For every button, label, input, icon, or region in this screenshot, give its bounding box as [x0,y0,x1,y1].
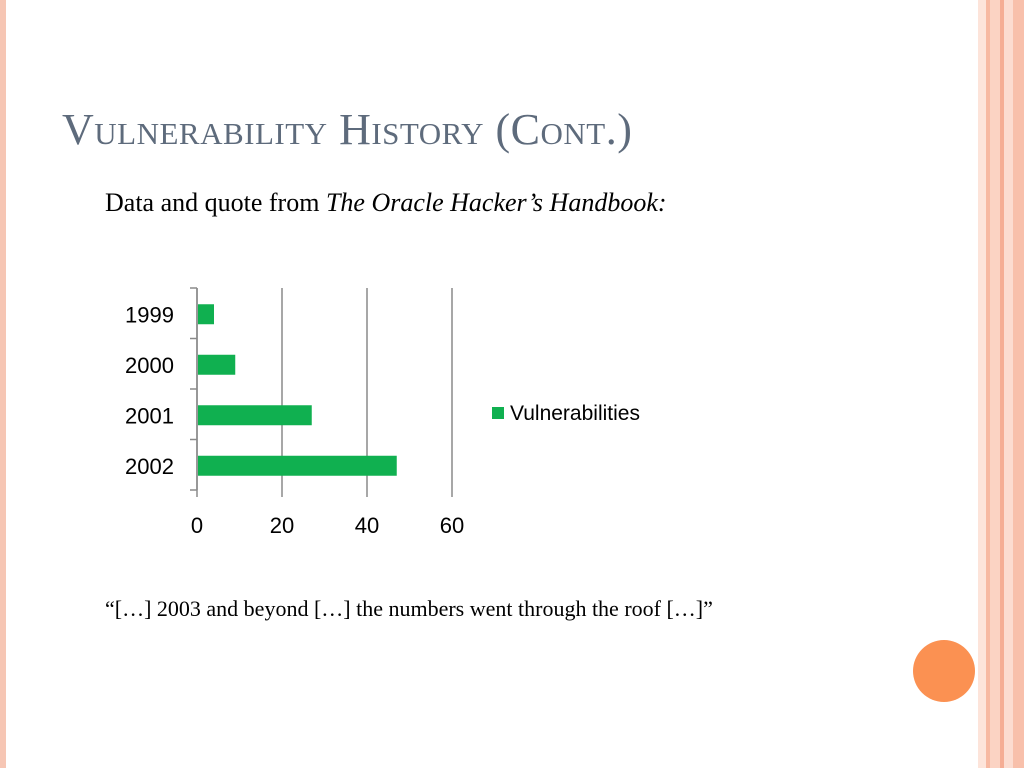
category-label: 1999 [125,302,174,328]
bar [198,405,312,425]
intro-prefix: Data and quote from [105,188,326,217]
x-tick-label: 0 [190,513,204,538]
x-tick-label: 20 [269,513,295,538]
left-border [0,0,6,768]
vulnerabilities-bar-chart [100,280,700,550]
category-label: 2001 [125,403,174,429]
bar [198,355,235,375]
right-decorative-stripes [978,0,1024,768]
slide-title: Vulnerability History (Cont.) [62,105,633,154]
orange-circle-decoration [913,640,975,702]
intro-text [105,188,667,218]
legend-swatch [492,407,504,419]
x-tick-label: 60 [439,513,465,538]
chart-legend [492,402,640,425]
bar [198,456,397,476]
quote-text: “[…] 2003 and beyond […] the numbers went through the roof […]” [105,596,713,621]
x-tick-label: 40 [354,513,380,538]
bar [198,304,214,324]
legend-label: Vulnerabilities [510,402,640,425]
category-label: 2002 [125,453,174,479]
book-title: The Oracle Hacker’s Handbook: [325,188,667,217]
category-label: 2000 [125,352,174,378]
